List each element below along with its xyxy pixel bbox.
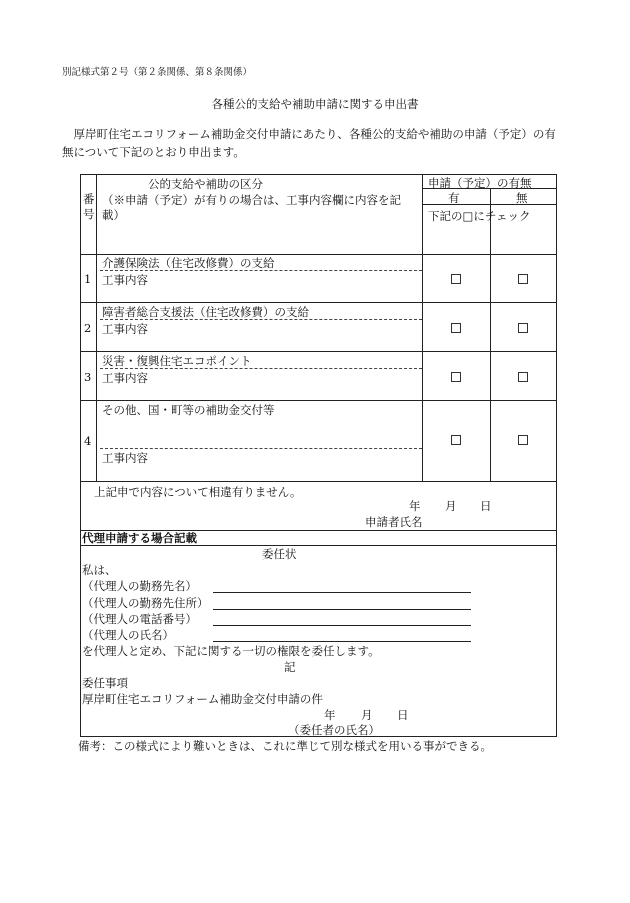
delegation-day: 日 [397,708,409,722]
declaration-statement: 上記申で内容について相違有りません。 [94,485,302,499]
row-category-name: 介護保険法（住宅改修費）の支給 [102,256,275,270]
declaration-day: 日 [480,499,492,513]
category-column-note: （※申請（予定）が有りの場合は、工事内容欄に内容を記載） [102,193,401,222]
applicant-name-label: 申請者氏名 [365,515,423,529]
declaration-month: 月 [445,499,457,513]
yes-column-header: 有 [448,191,460,205]
category-column-header: 公的支給や補助の区分 [148,177,263,191]
row-1-yes-checkbox[interactable] [451,274,461,284]
proxy-workplace-address-label: （代理人の勤務先住所） [82,596,209,610]
row-work-label: 工事内容 [102,322,148,336]
delegation-month: 月 [361,708,373,722]
row-work-label: 工事内容 [102,371,148,385]
i-am-label: 私は、 [82,563,117,577]
delegated-matters-label: 委任事項 [82,676,128,690]
proxy-workplace-field[interactable] [213,592,471,593]
proxy-name-label: （代理人の氏名） [82,628,174,642]
ki-label: 記 [284,660,296,674]
proxy-header: 代理申請する場合記載 [82,531,197,545]
row-number: 3 [84,370,92,384]
proxy-workplace-label: （代理人の勤務先名） [82,579,197,593]
document-title: 各種公的支給や補助申請に関する申出書 [211,97,419,111]
row-category-name: 災害・復興住宅エコポイント [102,354,252,368]
row-work-label: 工事内容 [102,273,148,287]
row-number: 4 [84,434,92,448]
row-number: 1 [84,272,92,286]
row-3-yes-checkbox[interactable] [451,372,461,382]
delegated-matters-value: 厚岸町住宅エコリフォーム補助金交付申請の件 [82,692,323,706]
delegation-statement: を代理人と定め、下記に関する一切の権限を委任します。 [82,644,380,658]
row-work-label: 工事内容 [102,451,148,465]
row-2-yes-checkbox[interactable] [451,323,461,333]
check-instruction: 下記の□にチェック [428,209,531,223]
form-id-label: 別記様式第２号（第２条関係、第８条関係） [62,67,253,78]
intro-paragraph: 厚岸町住宅エコリフォーム補助金交付申請にあたり、各種公的支給や補助の申請（予定）の有無について下記のとおり申出ます。 [62,127,556,159]
delegator-name-label: （委任者の氏名） [288,723,380,737]
delegation-title: 委任状 [262,547,297,561]
declaration-year: 年 [409,499,421,513]
row-4-yes-checkbox[interactable] [451,435,461,445]
row-category-name: 障害者総合支援法（住宅改修費）の支給 [102,305,309,319]
proxy-phone-field[interactable] [213,625,471,626]
no-column-header: 無 [516,191,528,205]
row-1-no-checkbox[interactable] [518,274,528,284]
proxy-workplace-address-field[interactable] [213,609,471,610]
proxy-phone-label: （代理人の電話番号） [82,612,197,626]
remarks: 備考：この様式により難いときは、これに準じて別な様式を用いる事ができる。 [78,739,492,753]
proxy-name-field[interactable] [213,641,471,642]
row-3-no-checkbox[interactable] [518,372,528,382]
row-2-no-checkbox[interactable] [518,323,528,333]
row-number: 2 [84,321,92,335]
number-column-header: 番号 [83,192,95,221]
row-4-no-checkbox[interactable] [518,435,528,445]
apply-column-header: 申請（予定）の有無 [428,176,532,190]
delegation-year: 年 [324,708,336,722]
row-category-name: その他、国・町等の補助金交付等 [102,403,275,417]
